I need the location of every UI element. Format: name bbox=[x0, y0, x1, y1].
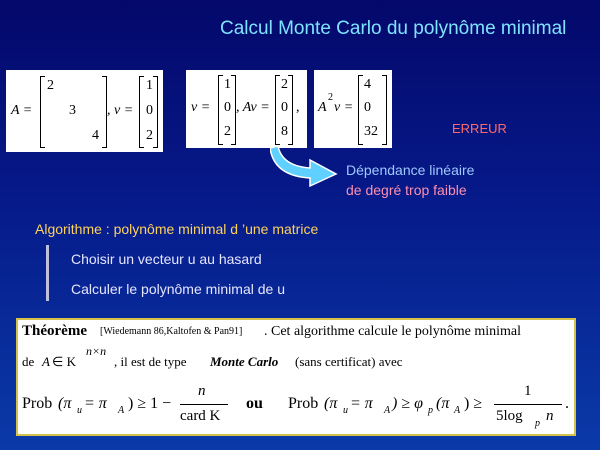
algorithm-step: Choisir un vecteur u au hasard bbox=[71, 251, 262, 267]
f2-num: 1 bbox=[524, 383, 532, 399]
f1-sub-u: u bbox=[77, 405, 82, 416]
theorem-box bbox=[16, 318, 576, 436]
theorem-line2-prefix: de bbox=[22, 354, 35, 369]
vector-A2v-entry: 0 bbox=[364, 100, 371, 115]
matrix-box-A2v bbox=[314, 70, 392, 148]
matrix-A-entry: 4 bbox=[92, 128, 99, 143]
vector-A2v-label: A bbox=[318, 100, 327, 115]
f2-sub-pA: A bbox=[454, 405, 461, 416]
vector-v-entry: 1 bbox=[224, 77, 231, 92]
algorithm-step: Calculer le polynôme minimal de u bbox=[71, 281, 285, 297]
vector-v-label: , v = bbox=[107, 103, 134, 118]
bracket-left bbox=[358, 75, 363, 145]
theorem-refs: [Wiedemann 86,Kaltofen & Pan91] bbox=[100, 326, 243, 337]
bracket-left bbox=[218, 75, 223, 145]
matrix-box-A-v bbox=[6, 70, 163, 152]
theorem-line2-exp: n×n bbox=[86, 344, 107, 358]
f2-fraction-bar bbox=[494, 404, 562, 405]
bracket-left bbox=[40, 76, 45, 148]
f2-dot: . bbox=[565, 395, 569, 412]
vector-v-entry: 1 bbox=[146, 78, 153, 93]
vector-Av-entry: 2 bbox=[281, 77, 288, 92]
theorem-line2-A: A bbox=[42, 354, 50, 369]
dependance-line2: de degré trop faible bbox=[346, 182, 467, 198]
matrix-box-v-Av bbox=[186, 70, 307, 148]
bracket-right bbox=[153, 76, 158, 148]
vector-A2v-entry: 32 bbox=[364, 124, 378, 139]
dependance-note bbox=[346, 160, 474, 200]
bracket-left bbox=[139, 76, 144, 148]
matrix-A-entry: 2 bbox=[47, 78, 54, 93]
theorem-line1: . Cet algorithme calcule le polynôme minimal bbox=[264, 324, 521, 339]
f2-mid: ) ≥ φ bbox=[392, 395, 423, 412]
vector-A2v-suffix: v = bbox=[334, 100, 354, 115]
theorem-label: Théorème bbox=[22, 323, 87, 339]
vector-Av-entry: 8 bbox=[281, 124, 288, 139]
vector-A2v-entry: 4 bbox=[364, 77, 371, 92]
vector-v-entry: 2 bbox=[224, 124, 231, 139]
f1-fraction-bar bbox=[180, 404, 228, 405]
f1-close: ) ≥ 1 − bbox=[128, 395, 172, 412]
f2-prob: Prob bbox=[288, 395, 319, 412]
vector-v-entry: 2 bbox=[146, 128, 153, 143]
f1-args: (π bbox=[58, 395, 72, 412]
f2-sub-p: p bbox=[428, 405, 433, 416]
f2-sub-A: A bbox=[384, 405, 391, 416]
f1-prob: Prob bbox=[22, 395, 53, 412]
f2-sub-u: u bbox=[343, 405, 348, 416]
f2-eq: = π bbox=[350, 395, 373, 412]
f1-eq: = π bbox=[84, 395, 107, 412]
f2-den: 5log bbox=[496, 408, 523, 424]
comma: , bbox=[296, 100, 300, 115]
f1-sub-A: A bbox=[118, 405, 125, 416]
bracket-left bbox=[275, 75, 280, 145]
matrix-A-entry: 3 bbox=[69, 103, 76, 118]
slide-title: Calcul Monte Carlo du polynôme minimal bbox=[220, 18, 567, 39]
f2-args: (π bbox=[324, 395, 338, 412]
dependance-line1: Dépendance linéaire bbox=[346, 162, 475, 178]
f2-close: ) ≥ bbox=[464, 395, 483, 412]
vector-v-entry: 0 bbox=[146, 103, 153, 118]
error-label: ERREUR bbox=[452, 121, 507, 136]
exponent: 2 bbox=[328, 92, 333, 103]
step-divider bbox=[46, 245, 49, 301]
bracket-right bbox=[288, 75, 293, 145]
vector-v-label: v = bbox=[191, 100, 211, 115]
theorem-line2-in: ∈ K bbox=[52, 354, 76, 369]
theorem-line2-mid: , il est de type bbox=[114, 354, 187, 369]
algorithm-heading: Algorithme : polynôme minimal d ’une matrice bbox=[35, 221, 319, 237]
curved-arrow-icon bbox=[270, 140, 350, 190]
vector-Av-entry: 0 bbox=[281, 100, 288, 115]
theorem-line2-end: (sans certificat) avec bbox=[295, 354, 403, 369]
theorem-line2-mc: Monte Carlo bbox=[210, 354, 279, 369]
matrix-A-label: A = bbox=[11, 103, 33, 118]
f2-den-p: p bbox=[535, 418, 540, 429]
f2-den-n: n bbox=[546, 408, 554, 424]
f2-pa: (π bbox=[436, 395, 450, 412]
ou-label: ou bbox=[246, 395, 263, 412]
f1-den: card K bbox=[180, 408, 221, 424]
vector-Av-label: , Av = bbox=[236, 100, 270, 115]
f1-num: n bbox=[198, 383, 206, 399]
bracket-right bbox=[382, 75, 387, 145]
vector-v-entry: 0 bbox=[224, 100, 231, 115]
